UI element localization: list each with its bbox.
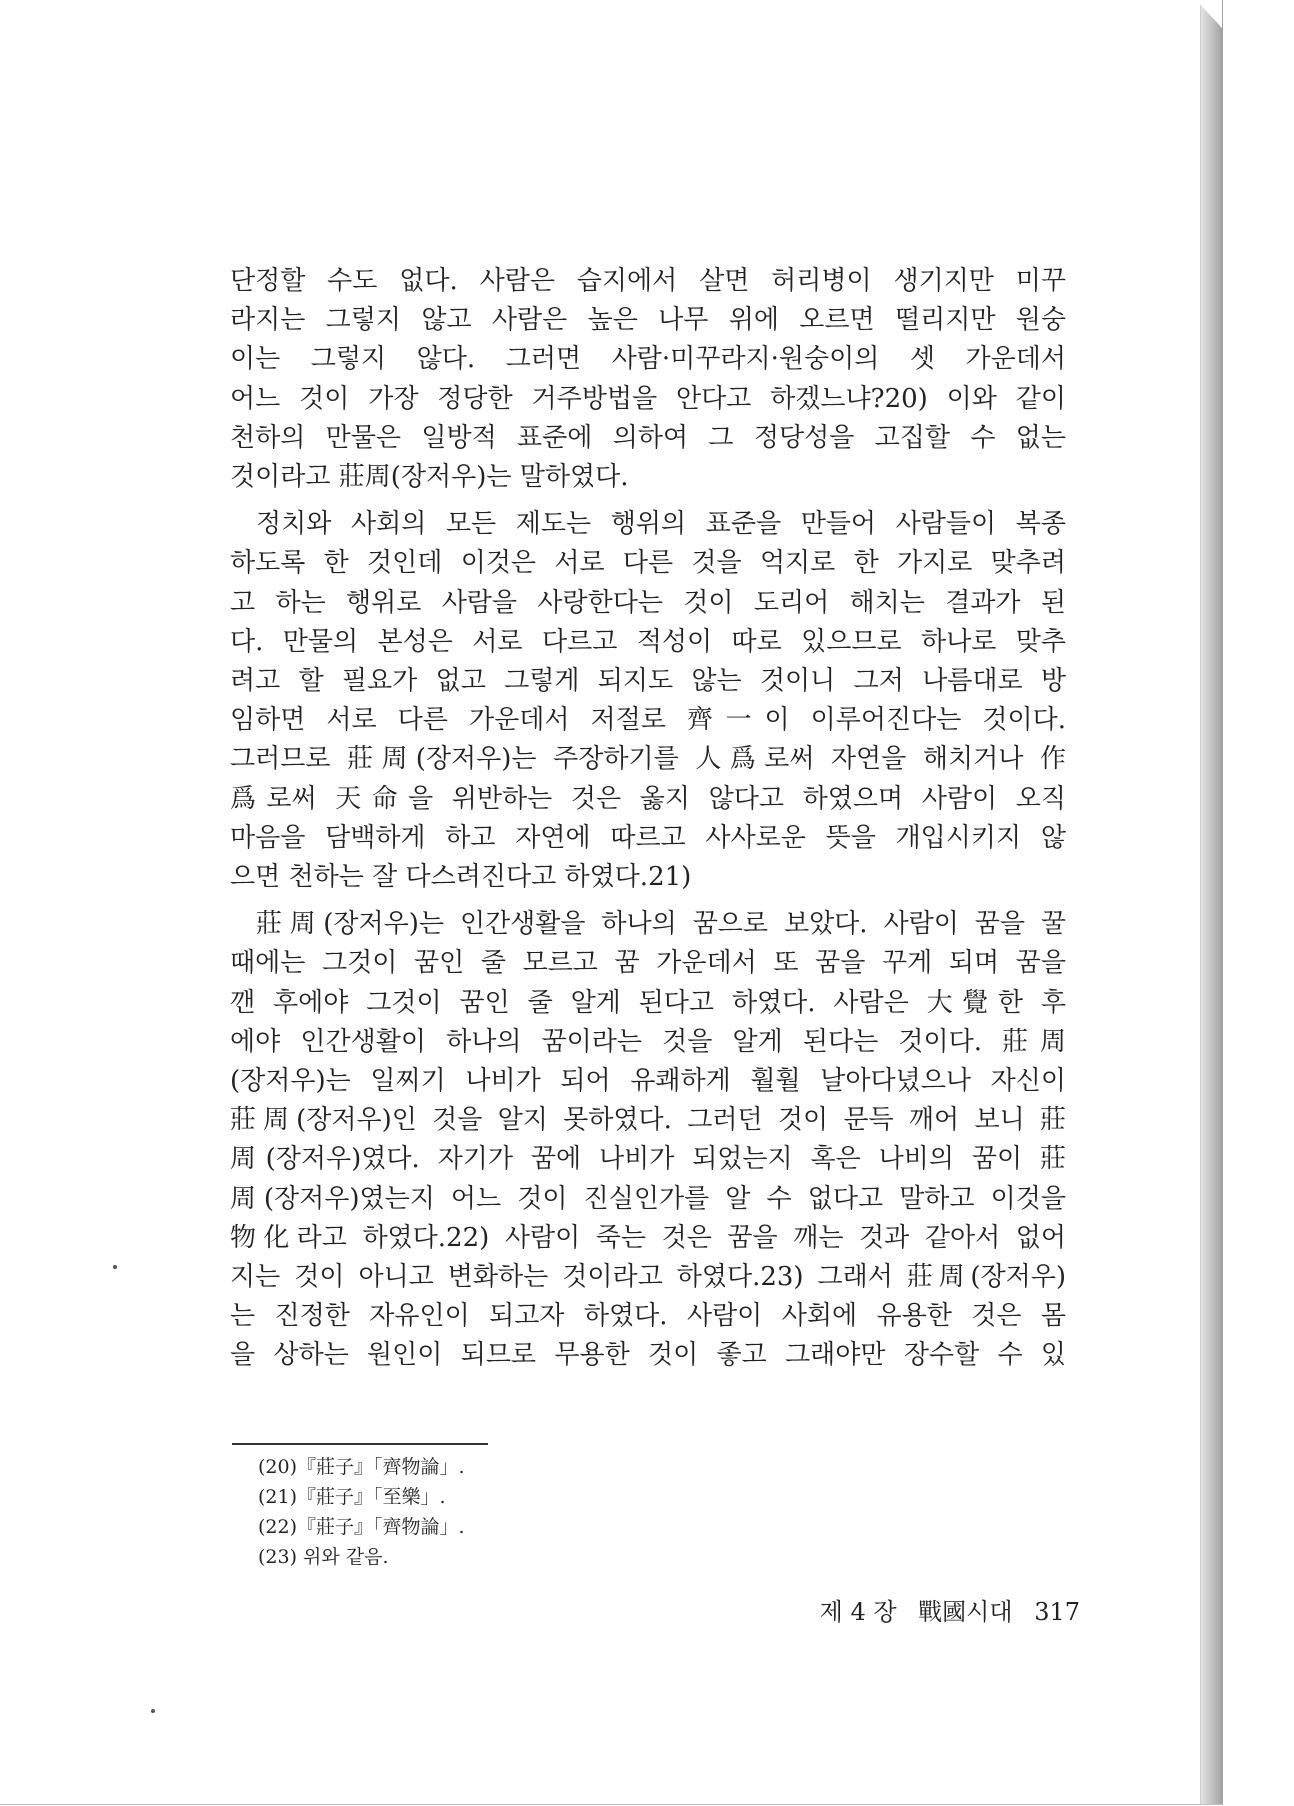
text-line: 莊周(장저우)인 것을 알지 못하였다. 그러던 것이 문득 깨어 보니 莊 — [230, 1105, 1066, 1136]
footnote-23: (23) 위와 같음. — [258, 1546, 389, 1568]
text-line: 莊周(장저우)는 인간생활을 하나의 꿈으로 보았다. 사람이 꿈을 꿀 — [256, 909, 1066, 940]
text-line: 으면 천하는 잘 다스려진다고 하였다.21) — [230, 862, 692, 893]
paragraph-gap — [230, 497, 1066, 505]
section-title: 戰國시대 — [918, 1598, 1013, 1626]
page-edge-shadow — [1200, 0, 1223, 1804]
text-line: 깬 후에야 그것이 꿈인 줄 알게 된다고 하였다. 사람은 大覺한 후 — [230, 987, 1066, 1018]
paragraph-2 — [230, 505, 1066, 897]
text-line: 다. 만물의 본성은 서로 다르고 적성이 따로 있으므로 하나로 맞추 — [230, 626, 1066, 657]
page-number: 317 — [1034, 1598, 1080, 1626]
text-line: 어느 것이 가장 정당한 거주방법을 안다고 하겠느냐?20) 이와 같이 — [230, 383, 1066, 414]
footnote-21: (21)『莊子』「至樂」. — [258, 1486, 446, 1508]
text-line: 단정할 수도 없다. 사람은 습지에서 살면 허리병이 생기지만 미꾸 — [230, 266, 1066, 296]
paragraph-1 — [230, 262, 1066, 497]
text-line: 라지는 그렇지 않고 사람은 높은 나무 위에 오르면 떨리지만 원숭 — [230, 305, 1066, 336]
text-line: 는 진정한 자유인이 되고자 하였다. 사람이 사회에 유용한 것은 몸 — [230, 1301, 1066, 1332]
text-line: 을 상하는 원인이 되므로 무용한 것이 좋고 그래야만 장수할 수 있 — [230, 1340, 1066, 1371]
text-line: 지는 것이 아니고 변화하는 것이라고 하였다.23) 그래서 莊周(장저우) — [230, 1262, 1066, 1293]
footnotes — [258, 1452, 778, 1572]
text-line: 고 하는 행위로 사람을 사랑한다는 것이 도리어 해치는 결과가 된 — [230, 587, 1066, 618]
text-line: 임하면 서로 다른 가운데서 저절로 齊一이 이루어진다는 것이다. — [230, 705, 1066, 736]
text-line: 려고 할 필요가 없고 그렇게 되지도 않는 것이니 그저 나름대로 방 — [230, 666, 1066, 697]
page-corner — [1196, 0, 1222, 28]
scan-speck — [113, 1265, 117, 1269]
running-footer — [790, 1592, 1080, 1627]
text-line: 그러므로 莊周(장저우)는 주장하기를 人爲로써 자연을 해치거나 作 — [230, 744, 1066, 775]
footnote-20: (20)『莊子』「齊物論」. — [258, 1456, 465, 1478]
text-line: 에야 인간생활이 하나의 꿈이라는 것을 알게 된다는 것이다. 莊周 — [230, 1026, 1066, 1057]
body-text — [230, 262, 1066, 1376]
text-line: 하도록 한 것인데 이것은 서로 다른 것을 억지로 한 가지로 맞추려 — [230, 548, 1066, 579]
text-line: 것이라고 莊周(장저우)는 말하였다. — [230, 462, 629, 493]
text-line: 때에는 그것이 꿈인 줄 모르고 꿈 가운데서 또 꿈을 꾸게 되며 꿈을 — [230, 948, 1066, 979]
text-line: 이는 그렇지 않다. 그러면 사람·미꾸라지·원숭이의 셋 가운데서 — [230, 344, 1066, 375]
text-line: 爲로써 天命을 위반하는 것은 옳지 않다고 하였으며 사람이 오직 — [230, 783, 1066, 814]
text-line: 物化라고 하였다.22) 사람이 죽는 것은 꿈을 깨는 것과 같아서 없어 — [230, 1222, 1066, 1253]
chapter-label: 제 4 장 — [819, 1598, 897, 1626]
text-line: (장저우)는 일찌기 나비가 되어 유쾌하게 훨훨 날아다녔으나 자신이 — [230, 1066, 1066, 1097]
text-line: 周(장저우)였다. 자기가 꿈에 나비가 되었는지 혹은 나비의 꿈이 莊 — [230, 1144, 1066, 1175]
paragraph-gap — [230, 897, 1066, 905]
text-line: 천하의 만물은 일방적 표준에 의하여 그 정당성을 고집할 수 없는 — [230, 422, 1066, 453]
footnote-divider — [232, 1443, 488, 1445]
paragraph-3 — [230, 905, 1066, 1375]
text-line: 周(장저우)였는지 어느 것이 진실인가를 알 수 없다고 말하고 이것을 — [230, 1183, 1066, 1214]
scan-speck — [151, 1709, 155, 1713]
text-line: 정치와 사회의 모든 제도는 행위의 표준을 만들어 사람들이 복종 — [256, 509, 1066, 540]
text-line: 마음을 담백하게 하고 자연에 따르고 사사로운 뜻을 개입시키지 않 — [230, 822, 1066, 853]
footnote-22: (22)『莊子』「齊物論」. — [258, 1516, 465, 1538]
